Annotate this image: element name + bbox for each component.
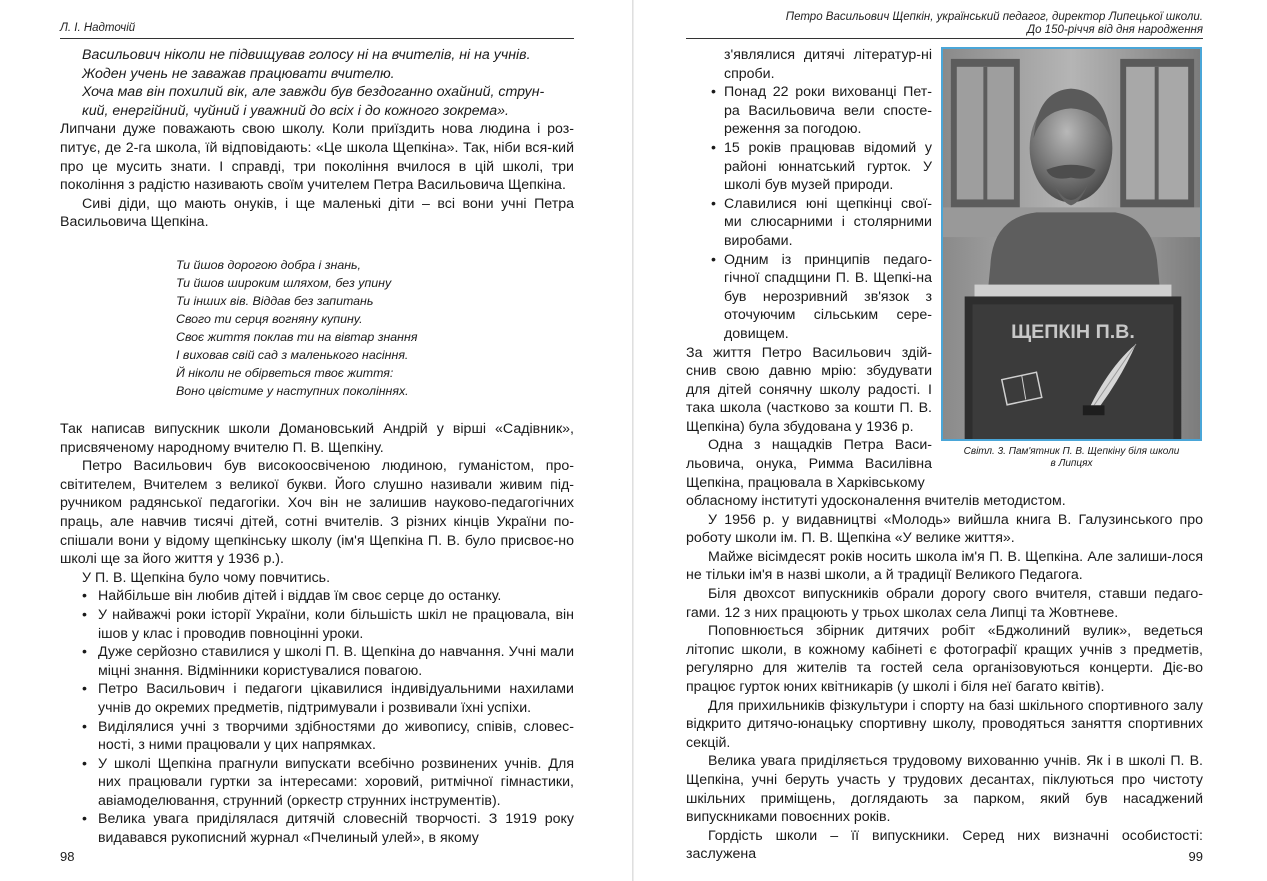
list-item: • Одним із принципів педаго-гічної спадщини П. В. Щепкі-на був нерозривний зв'язок з оточуючим сільським сере-довищем. [708,251,932,344]
paragraph: У П. В. Щепкіна було чому повчитись. [82,569,331,586]
paragraph: Так написав випускник школи Домановський Андрій у вірші «Садівник», присвяченому народному вчителю П. В. Щепкіну. [60,421,574,456]
running-head-line: До 150-річчя від дня народження [1026,24,1203,36]
plaque-text: ЩЕПКІН П.В. [1011,320,1135,344]
paragraph: Гордість школи – її випускники. Серед них визначні особистості: заслужена [686,827,1203,863]
right-page [633,0,1267,881]
bullet-list [60,587,574,847]
bullet-list [686,83,932,343]
list-item: • У найважчі роки історії України, коли більшість шкіл не працювала, він ішов у клас і проводив повноцінні уроки. [60,606,574,643]
paragraph: У 1956 р. у видавництві «Молодь» вийшла книга В. Галузинського про роботу школи ім. П. В. Щепкіна «У велике життя». [686,511,1203,547]
list-item: • Дуже серйозно ставилися у школі П. В. Щепкіна до навчання. Учні мали міцні знання. Відмінники користувалися повагою. [60,643,574,680]
caption-line: Світл. 3. Пам'ятник П. В. Щепкіну біля школи [963,446,1180,457]
list-item: • Велика увага приділялася дитячій словесній творчості. З 1919 року видавався рукописний журнал «Пчелиный улей», в якому [60,810,574,847]
monument-photo [941,47,1202,441]
right-text-bottom [686,492,1203,864]
quote-line: кий, енергійний, чуйний і уважний до всіх і до кожного зокрема». [82,102,509,119]
paragraph: обласному інституті удосконалення вчителів методистом. [686,493,1066,509]
left-running-head: Л. І. Надточій [60,22,136,34]
running-head-line: Петро Васильович Щепкін, український педагог, директор Липецької школи. [785,11,1203,23]
poem-line: Ти інших вів. Віддав без запитань [176,294,374,308]
left-text-bottom [60,420,574,848]
right-running-head [786,11,1203,37]
list-item: • Понад 22 роки вихованці Пет-ра Васильовича вели спосте-реження за погодою. [708,83,932,139]
poem-line: Ти йшов дорогою добра і знань, [176,258,361,272]
paragraph: Велика увага приділяється трудовому вихованню учнів. Як і в школі П. В. Щепкіна, учні беруть участь у трудових десантах, піклуються про чистоту шкільних приміщень, доглядають за парком, який був насаджений випускниками повоєнних років. [686,753,1203,826]
left-page [0,0,633,881]
paragraph: Петро Васильович був високоосвіченою людиною, гуманістом, про-світителем, Вчителем з великої букви. Його слушно називали живим під-ручником радянської педагогіки. Хоч він не залишив науково-педагогічних праць, але навчив тисячі дітей, сотні вчителів. З різних кінців України по-спішали вони у відому щепкінську школу (ім'я Щепкіна П. В. було присвоє-но школі ще за його життя у 1936 р.). [60,458,574,568]
quote-line: Васильович ніколи не підвищував голосу ні на вчителів, ні на учнів. [82,47,531,63]
quote-line: Жоден учень не заважав працювати вчителю. [82,65,395,82]
paragraph: Майже вісімдесят років носить школа ім'я П. В. Щепкіна. Але залиши-лося не тільки ім'я в назві школи, а й традиції Великого Педагога. [686,548,1203,584]
paragraph: з'являлися дитячі літератур-ні спроби. [724,47,932,82]
list-item: • Славилися юні щепкінці свої-ми слюсарними і столярними виробами. [708,195,932,251]
right-header-rule [686,38,1203,39]
paragraph: Біля двохсот випускників обрали дорогу свого вчителя, ставши педаго-гами. 12 з них працюють у трьох школах села Липці та Жовтневе. [686,585,1203,621]
list-item: • Найбільше він любив дітей і віддав їм своє серце до останку. [60,587,574,606]
list-item: • Виділялися учні з творчими здібностями до живопису, співів, словес-ності, з ними працювали у цих напрямках. [60,718,574,755]
poem-line: Й ніколи не обірветься твоє життя: [176,366,394,380]
photo-caption [941,446,1202,470]
left-header-rule [60,38,574,39]
paragraph: Поповнюється збірник дитячих робіт «Бджолиний вулик», ведеться літопис школи, в кожному кабінеті є фотографії кращих учнів з предметів, регулярно для жителів та гостей села організовуються концерти. Діє-во працює гурток юних квітникарів (у школі і біля неї багато квітів). [686,623,1203,695]
left-page-number: 98 [60,849,75,864]
list-item: • 15 років працював відомий у районі юннатський гурток. У школі був музей природи. [708,139,932,195]
quote-block [60,46,574,120]
poem-line: Воно цвістиме у наступних поколіннях. [176,384,409,398]
right-page-number: 99 [1188,849,1203,864]
list-item: • У школі Щепкіна прагнули випускати всебічно розвинених учнів. Для них працювали гуртки за інтересами: хоровий, ритмічної гімнастики, авіамоделювання, струнний (оркестр струнних інструментів). [60,755,574,811]
list-item: • Петро Васильович і педагоги цікавилися індивідуальними нахилами учнів до окремих предметів, підтримували і розвивали їхні успіхи. [60,680,574,717]
poem [176,256,417,400]
paragraph: Одна з нащадків Петра Васи-льовича, онука, Римма Василівна Щепкіна, працювала в Харківському [686,437,932,491]
right-column-text [686,46,932,492]
caption-line: в Липцях [1050,458,1093,469]
paragraph: Липчани дуже поважають свою школу. Коли приїздить нова людина і роз-питує, де 2-га школа, їй відповідають: «Це школа Щепкіна». Так, ніби вся-кий про це мусить знати. І справді, три покоління вчилося в цій школі, три покоління з радістю називають своїм учителем Петра Васильовича Щепкіна. [60,121,574,194]
paragraph: За життя Петро Васильович здій-снив свою давню мрію: збудувати для дітей сонячну школу радості. І така школа (частково за кошти П. В. Щепкіна) була збудована у 1936 р. [686,344,932,435]
poem-line: Ти йшов широким шляхом, без упину [176,276,392,290]
quote-line: Хоча мав він похилий вік, але завжди був бездоганно охайний, струн- [82,84,545,101]
paragraph: Сиві діди, що мають онуків, і ще маленькі діти – всі вони учні Петра Васильовича Щепкіна. [60,195,574,231]
poem-line: Свого ти серця вогняну купину. [176,312,363,326]
poem-line: Своє життя поклав ти на вівтар знання [176,330,418,344]
poem-line: І виховав свій сад з маленького насіння. [176,348,409,362]
monument-illustration [943,49,1200,439]
left-text-top [60,46,574,232]
paragraph: Для прихильників фізкультури і спорту на базі шкільного спортивного залу відкрито дитячо-юнацьку спортивну школу, проводяться заняття спортивних секцій. [686,697,1203,751]
